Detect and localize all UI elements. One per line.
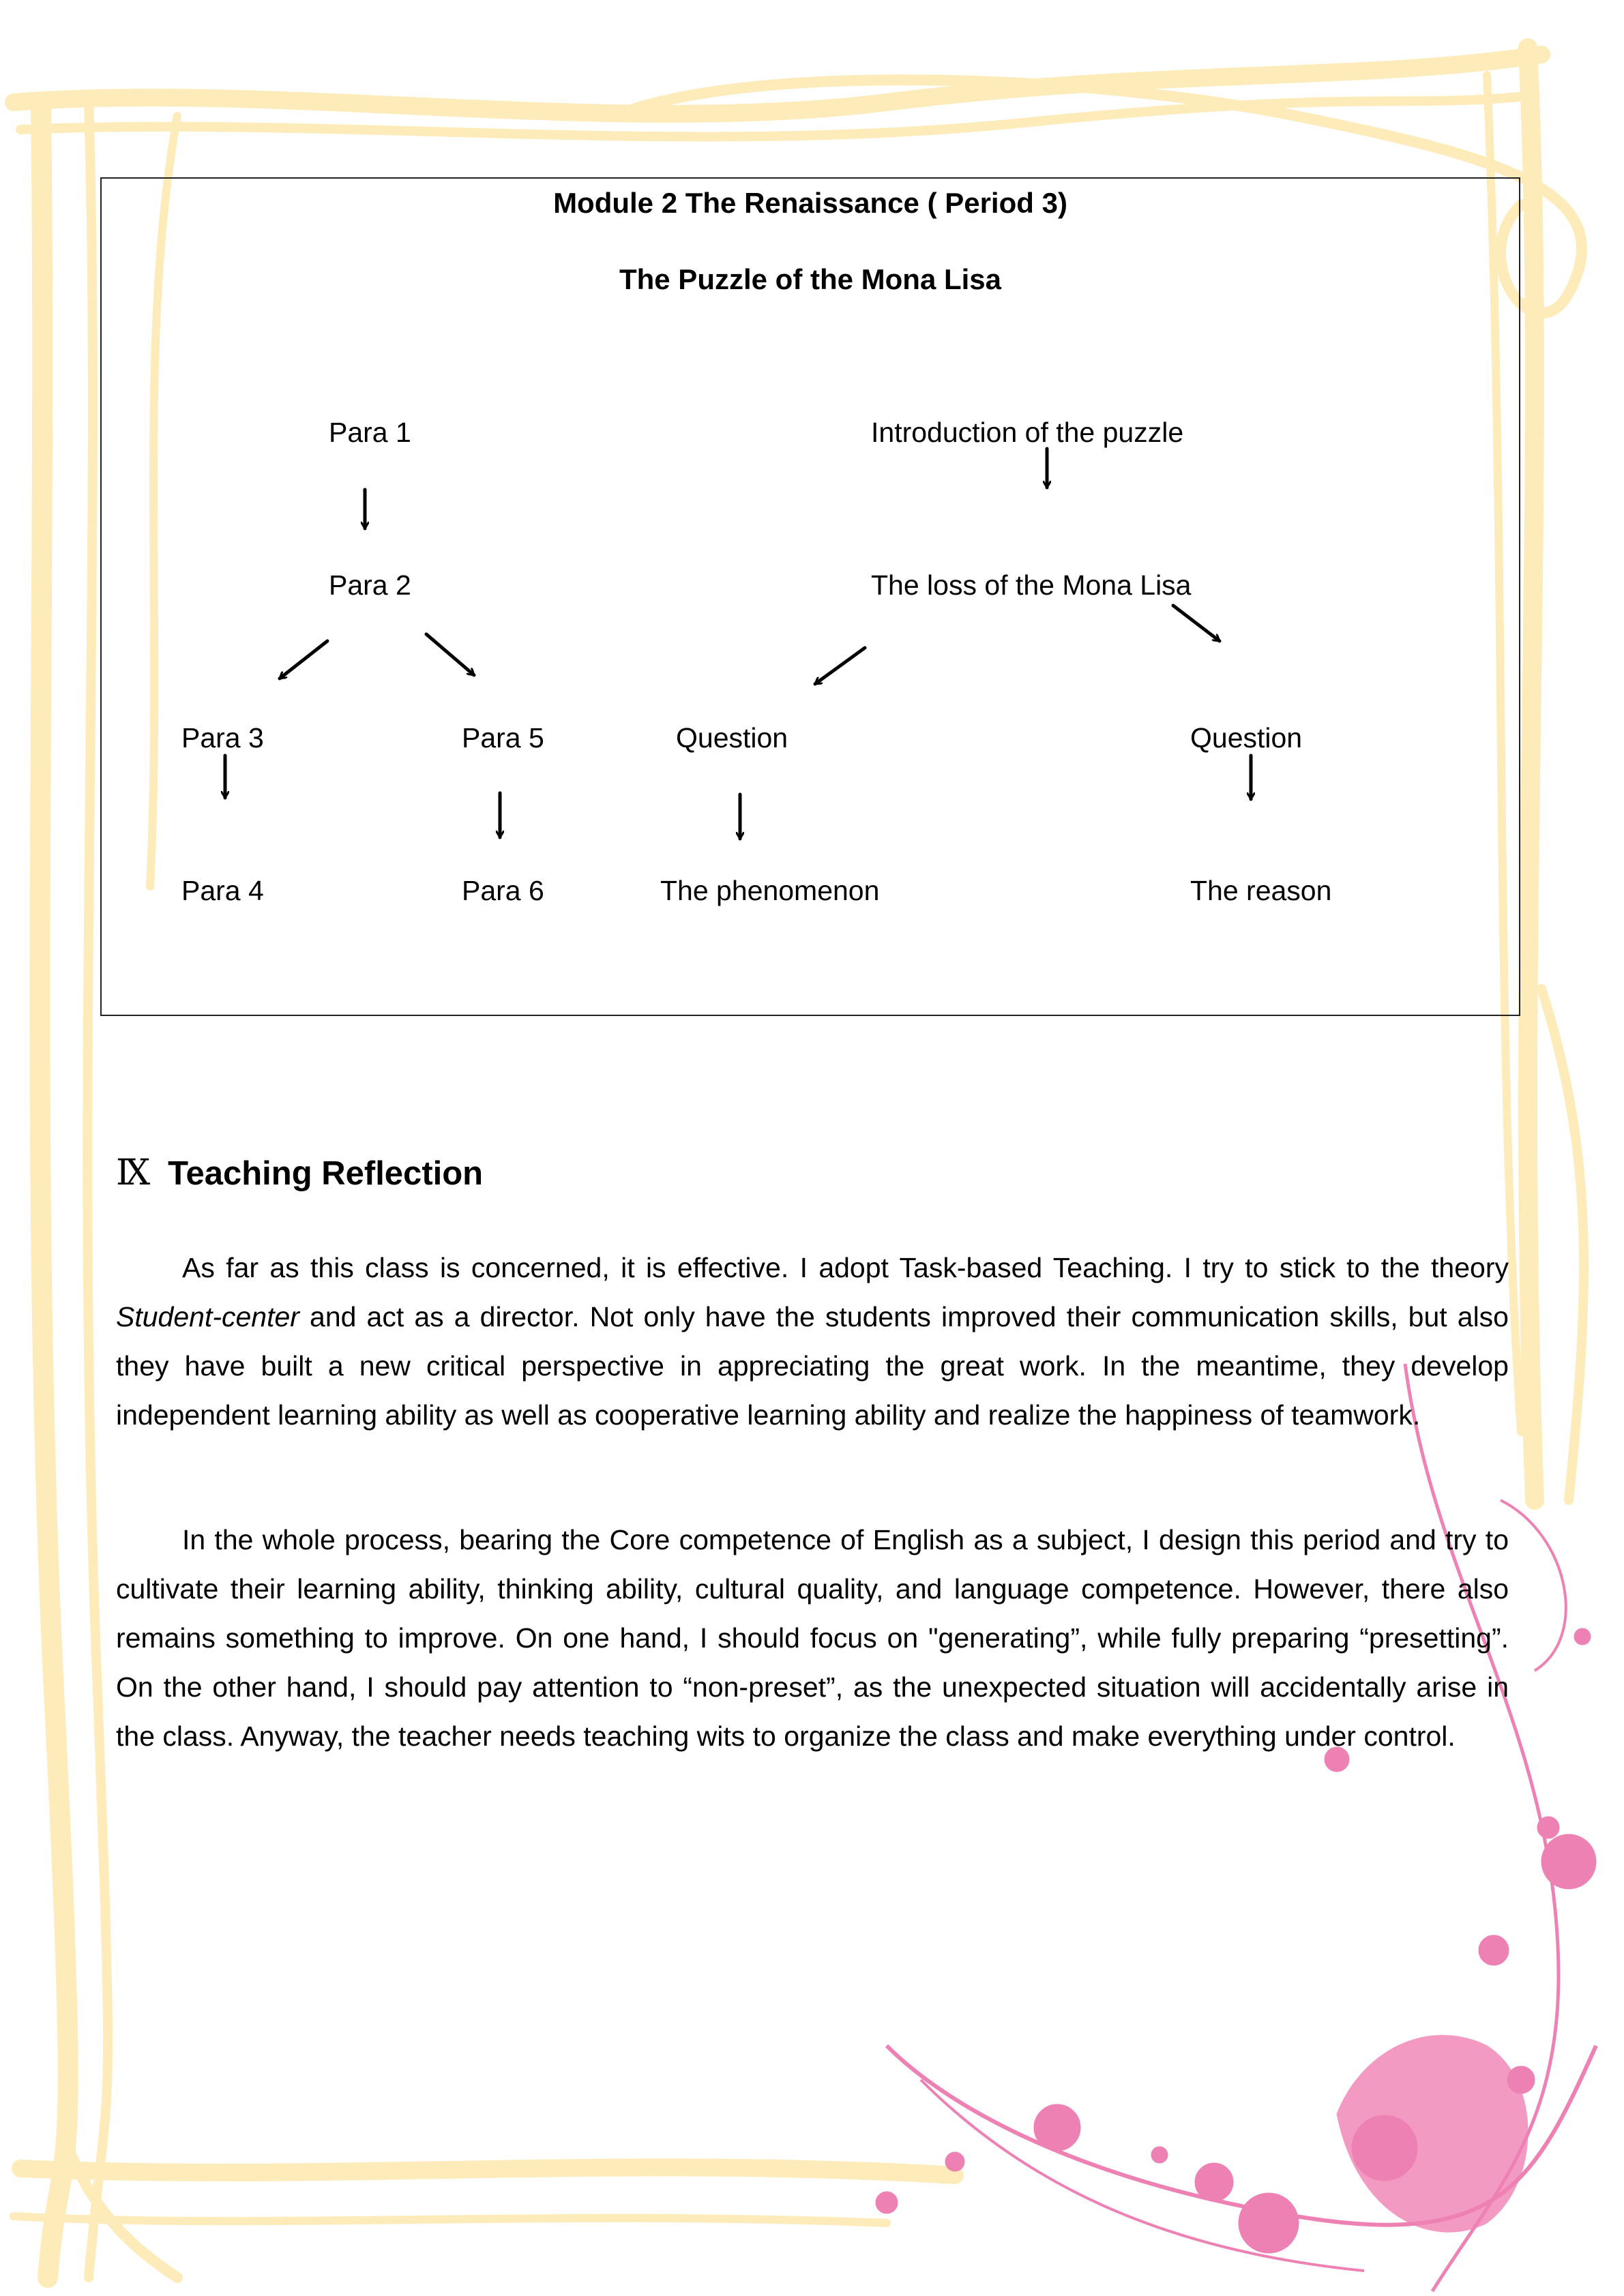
arrow-para2-para5 [426,634,474,675]
section-title: Teaching Reflection [168,1155,484,1192]
paragraph-1-italic-term: Student-center [116,1301,299,1332]
node-loss: The loss of the Mona Lisa [871,569,1192,601]
reflection-paragraph-1 [116,1243,1509,1440]
node-para-2: Para 2 [329,569,411,601]
paragraph-1-text-a: As far as this class is concerned, it is effective. I adopt Task-based Teaching. I try to stick to the theory [182,1252,1509,1283]
section-number: Ⅸ [116,1152,151,1193]
node-question-right: Question [1190,722,1303,754]
node-para-3: Para 3 [181,722,264,754]
arrow-loss-question-right [1173,606,1220,641]
paragraph-1-text-b: and act as a director. Not only have the students improved their communication skills, but also they have built a new critical perspective in appreciating the great work. In the meantime, they develop independent learning ability as well as cooperative learning ability and realize the happiness of teamwork. [116,1301,1509,1431]
node-para-6: Para 6 [462,875,544,906]
node-para-1: Para 1 [329,417,411,448]
node-reason: The reason [1190,875,1332,906]
box-subtitle: The Puzzle of the Mona Lisa [619,263,1002,295]
arrow-para2-para3 [280,641,327,679]
box-title: Module 2 The Renaissance ( Period 3) [553,187,1067,219]
node-para-5: Para 5 [462,722,544,754]
node-introduction: Introduction of the puzzle [871,417,1184,448]
arrow-loss-question-left [815,648,865,684]
node-para-4: Para 4 [181,875,264,906]
section-heading [116,1152,483,1193]
node-question-left: Question [676,722,788,754]
node-phenomenon: The phenomenon [660,875,880,906]
reflection-paragraph-2: In the whole process, bearing the Core competence of English as a subject, I design this period and try to cultivate their learning ability, thinking ability, cultural quality, and language competence. However, there also remains something to improve. On one hand, I should focus on "generating”, while fully preparing “presetting”. On the other hand, I should pay attention to “non-preset”, as the unexpected situation will accidentally arise in the class. Anyway, the teacher needs teaching wits to organize the class and make everything under control. [116,1524,1509,1752]
